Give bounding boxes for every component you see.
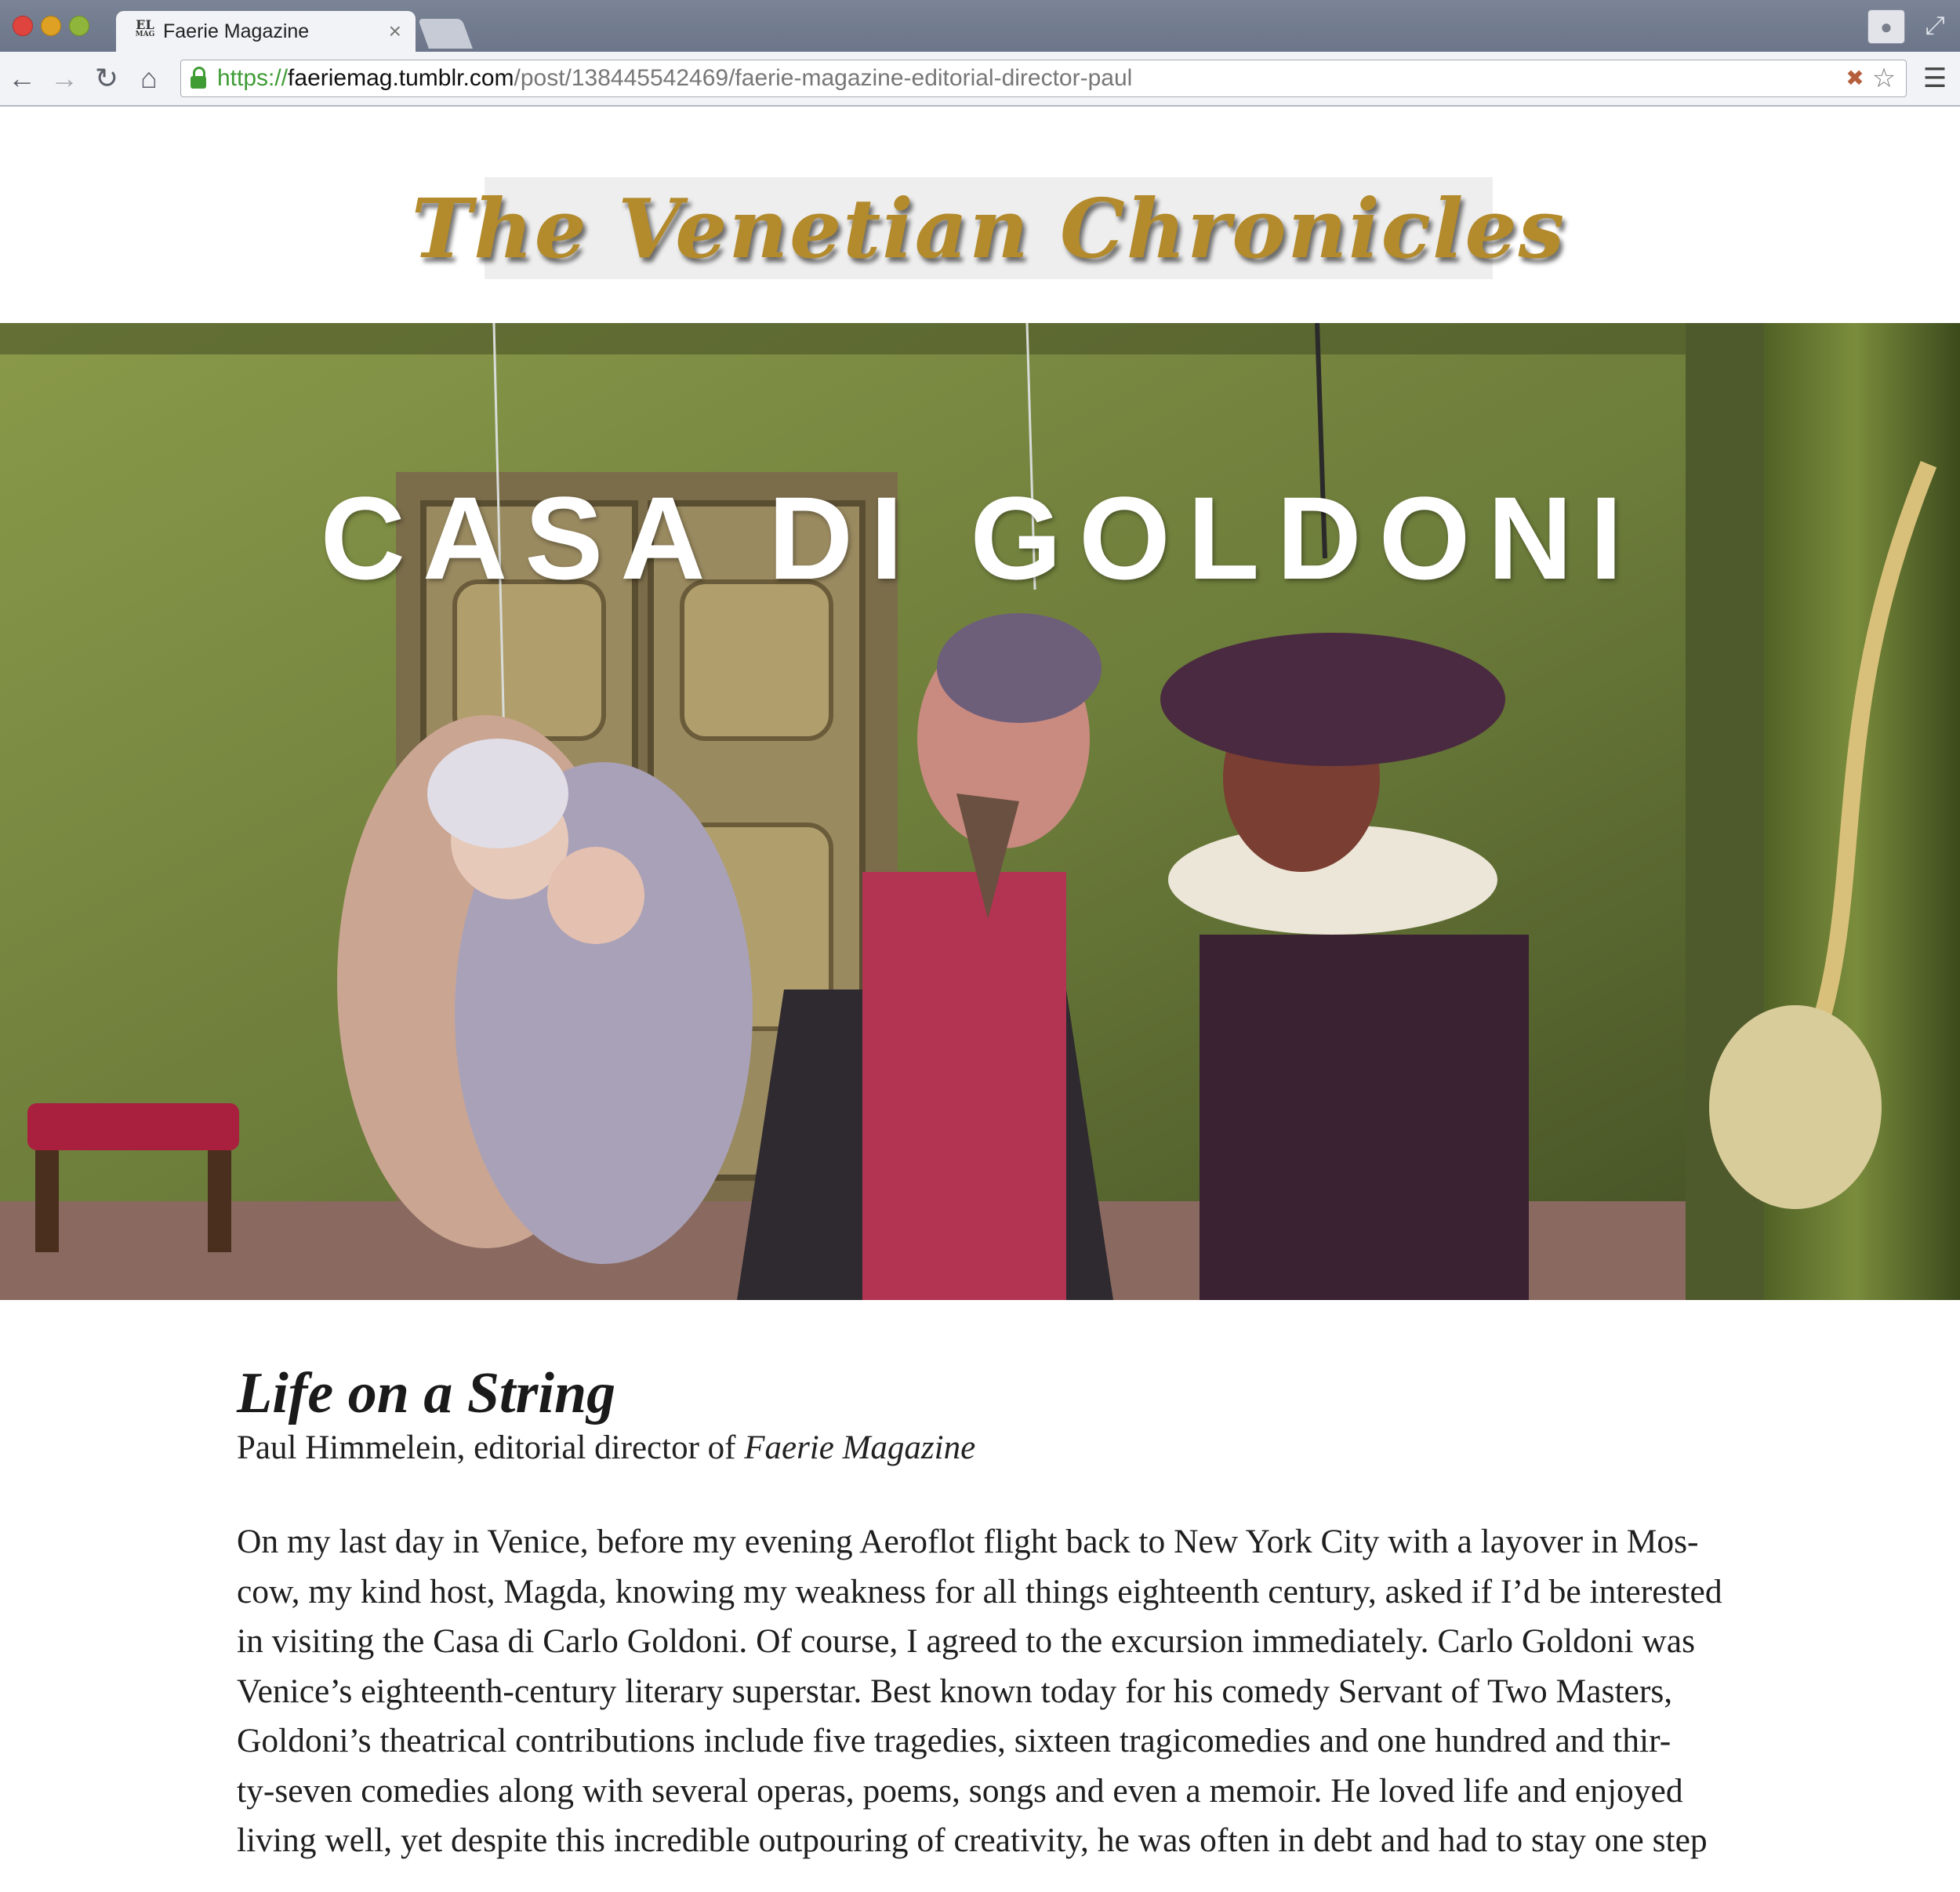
hero-image — [0, 323, 1960, 1300]
window-zoom-button[interactable] — [69, 16, 89, 36]
article — [237, 1360, 1773, 1866]
hamburger-menu-icon[interactable]: ☰ — [1922, 64, 1947, 93]
body-line: Venice’s eighteenth-century literary superstar. Best known today for his comedy Servant of Two Masters, — [237, 1672, 1673, 1710]
browser-titlebar — [0, 0, 1960, 52]
byline-author: Paul Himmelein, editorial director of — [237, 1429, 745, 1466]
blocked-cookie-icon[interactable]: ✖ — [1846, 66, 1864, 90]
puppet-man-center-vest — [862, 872, 1066, 1300]
profile-icon[interactable]: ● — [1867, 9, 1905, 44]
window-close-button[interactable] — [13, 16, 33, 36]
body-line: On my last day in Venice, before my evening Aeroflot flight back to New York City with a layover in Mos- — [237, 1523, 1699, 1560]
curtain-tassel — [1709, 1005, 1882, 1209]
fullscreen-icon[interactable]: ⤢ — [1925, 11, 1945, 39]
stool — [27, 1103, 239, 1150]
body-line: cow, my kind host, Magda, knowing my weakness for all things eighteenth century, asked if I’d be interested — [237, 1572, 1722, 1611]
star-icon[interactable]: ☆ — [1871, 64, 1896, 93]
body-line: in visiting the Casa di Carlo Goldoni. Of course, I agreed to the excursion immediately. Carlo Goldoni was — [237, 1622, 1696, 1660]
browser-toolbar — [0, 52, 1960, 107]
lock-icon — [191, 76, 206, 89]
favicon-text-top: EL — [136, 17, 154, 32]
puppet-man-right — [1200, 935, 1529, 1300]
url-host: faeriemag.tumblr.com — [288, 65, 514, 91]
body-line: ty-seven comedies along with several operas, poems, songs and even a memoir. He loved life and enjoyed — [237, 1771, 1683, 1810]
article-byline — [237, 1426, 1773, 1470]
favicon-text-bottom: MAG — [135, 31, 155, 38]
window-minimize-button[interactable] — [41, 16, 61, 36]
forward-arrow-icon[interactable]: → — [50, 62, 78, 94]
new-tab-button[interactable] — [418, 19, 473, 49]
url-text[interactable] — [217, 65, 1842, 92]
home-icon[interactable]: ⌂ — [140, 62, 158, 94]
marionette-stage-photo — [0, 323, 1960, 1300]
address-bar[interactable] — [180, 60, 1907, 97]
hero-title: CASA DI GOLDONI — [320, 472, 1640, 604]
url-scheme: https:// — [217, 65, 289, 91]
url-path: /post/138445542469/faerie-magazine-editorial-director-paul — [514, 65, 1133, 91]
body-line: Goldoni’s theatrical contributions include five tragedies, sixteen tragicomedies and one hundred and thir- — [237, 1722, 1671, 1759]
browser-tab-active[interactable] — [116, 11, 416, 52]
masthead-title: The Venetian Chronicles — [411, 180, 1566, 277]
article-title: Life on a String — [237, 1361, 616, 1425]
masthead-banner — [411, 177, 1566, 279]
byline-publication: Faerie Magazine — [744, 1429, 976, 1466]
article-body — [237, 1517, 1773, 1866]
reload-icon[interactable]: ↻ — [94, 62, 119, 94]
tab-close-icon[interactable]: × — [388, 19, 401, 43]
tab-title: Faerie Magazine — [163, 20, 310, 42]
favicon-icon — [133, 17, 157, 43]
body-line: living well, yet despite this incredible outpouring of creativity, he was often in debt and had to stay one step — [237, 1821, 1708, 1859]
back-arrow-icon[interactable]: ← — [8, 62, 36, 94]
